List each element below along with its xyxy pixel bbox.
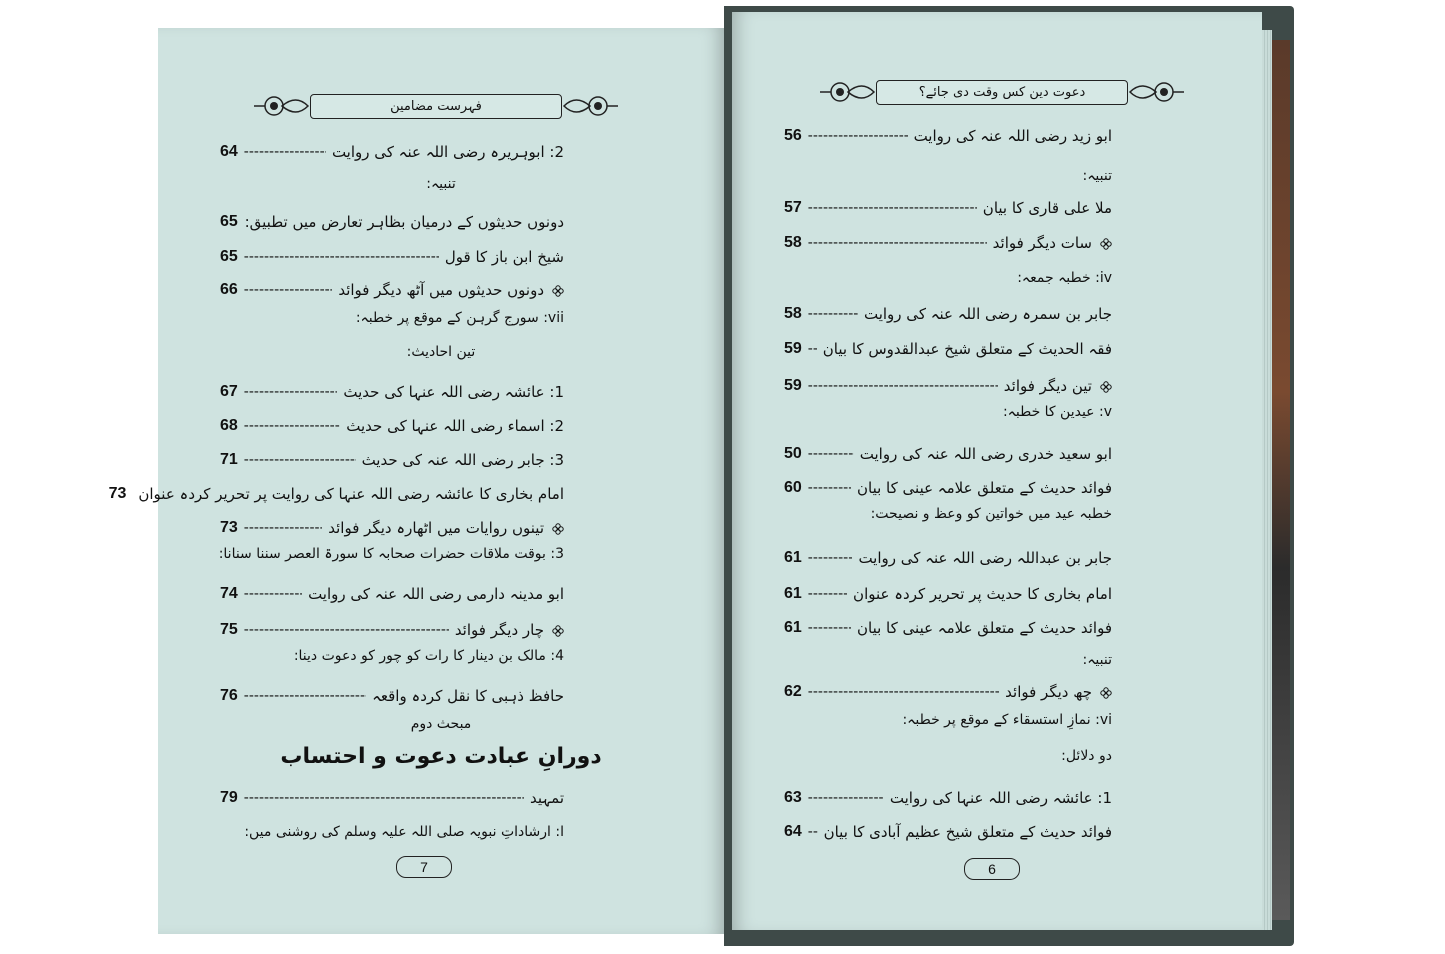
toc-entry-text: جابر بن عبداللہ رضی اللہ عنہ کی روایت — [858, 549, 1112, 567]
leader-dashes — [808, 684, 999, 700]
toc-entry-text: تینوں روایات میں اٹھارہ دیگر فوائد — [328, 519, 544, 537]
toc-heading: 4: مالک بن دینار کا رات کو چور کو دعوت دینا: — [293, 648, 564, 664]
flower-bullet-icon — [1100, 687, 1112, 699]
toc-page-number: 65 — [220, 248, 238, 265]
leader-dashes — [244, 282, 333, 298]
leader-dashes — [808, 620, 851, 636]
toc-entry[interactable] — [784, 474, 1112, 502]
toc-entry[interactable] — [784, 122, 1112, 150]
toc-entry-text: 2: اسماء رضی اللہ عنہا کی حدیث — [346, 417, 564, 435]
toc-heading: تنبیہ: — [1082, 168, 1112, 184]
toc-heading: vi: نمازِ استسقاء کے موقع پر خطبہ: — [902, 712, 1112, 728]
leader-dashes — [244, 249, 439, 265]
toc-entry-text: تین دیگر فوائد — [1003, 377, 1092, 395]
page-header-frame — [246, 90, 626, 122]
flower-bullet-icon — [1100, 381, 1112, 393]
toc-entry-text: ابو زید رضی اللہ عنہ کی روایت — [913, 127, 1112, 145]
toc-entry[interactable] — [784, 194, 1112, 222]
toc-entry-text: 3: جابر رضی اللہ عنہ کی حدیث — [361, 451, 564, 469]
toc-entry[interactable] — [220, 784, 564, 812]
toc-page-number: 50 — [784, 445, 802, 462]
toc-heading: مبحث دوم — [410, 716, 472, 732]
toc-entry[interactable] — [784, 544, 1112, 572]
toc-entry-text: حافظ ذہبی کا نقل کردہ واقعہ — [372, 687, 564, 705]
leader-dashes — [808, 790, 884, 806]
toc-entry[interactable] — [108, 480, 564, 508]
section-title: دورانِ عبادت دعوت و احتساب — [280, 744, 602, 769]
toc-entry[interactable] — [220, 208, 564, 236]
leader-dashes — [808, 306, 858, 322]
toc-page-number: 74 — [220, 585, 238, 602]
flower-bullet-icon — [552, 625, 564, 637]
toc-entry-text: تمہید — [529, 789, 564, 807]
toc-entry[interactable] — [220, 446, 564, 474]
toc-entry[interactable] — [220, 378, 564, 406]
toc-page-number: 73 — [108, 485, 127, 502]
leader-dashes — [808, 446, 854, 462]
toc-page-number: 75 — [220, 621, 238, 638]
leader-dashes — [808, 200, 977, 216]
toc-heading: v: عیدین کا خطبہ: — [1002, 404, 1112, 420]
toc-entry[interactable] — [784, 229, 1112, 257]
toc-page-number: 62 — [784, 683, 802, 700]
toc-heading: iv: خطبہ جمعہ: — [1017, 270, 1112, 286]
toc-page-number: 63 — [784, 789, 802, 806]
toc-entry[interactable] — [784, 300, 1112, 328]
leader-dashes — [244, 384, 338, 400]
page-number-footer — [396, 856, 452, 878]
toc-entry[interactable] — [784, 678, 1112, 706]
toc-entry-text: 1: عائشہ رضی اللہ عنہا کی روایت — [889, 789, 1112, 807]
page-number: 7 — [396, 856, 452, 878]
toc-entry[interactable] — [784, 784, 1112, 812]
leader-dashes — [244, 452, 356, 468]
page-header-frame — [812, 76, 1192, 108]
toc-page-number: 59 — [784, 377, 802, 394]
toc-page-number: 71 — [220, 451, 238, 468]
toc-page-number: 68 — [220, 417, 238, 434]
toc-entry-text: چار دیگر فوائد — [454, 621, 544, 639]
toc-entry-text: فوائد حدیث کے متعلق شیخ عظیم آبادی کا بیان — [823, 823, 1112, 841]
page-header-title: دعوت دین کس وقت دی جائے؟ — [876, 80, 1128, 105]
toc-heading: vii: سورج گرہن کے موقع پر خطبہ: — [355, 310, 564, 326]
toc-page-number: 57 — [784, 199, 802, 216]
toc-entry-text: شیخ ابن باز کا قول — [444, 248, 564, 266]
toc-heading: تین احادیث: — [406, 344, 476, 360]
toc-entry[interactable] — [784, 335, 1112, 363]
toc-entry-text: جابر بن سمرہ رضی اللہ عنہ کی روایت — [863, 305, 1112, 323]
left-page — [108, 28, 724, 934]
ornament-right-icon — [562, 90, 620, 122]
ornament-right-icon — [1128, 76, 1186, 108]
flower-bullet-icon — [552, 523, 564, 535]
toc-entry[interactable] — [220, 243, 564, 271]
toc-page-number: 64 — [220, 143, 238, 160]
leader-dashes — [244, 520, 322, 536]
leader-dashes — [808, 586, 847, 602]
flower-bullet-icon — [552, 285, 564, 297]
toc-entry[interactable] — [784, 580, 1112, 608]
toc-entry[interactable] — [220, 580, 564, 608]
leader-dashes — [808, 480, 851, 496]
toc-page-number: 61 — [784, 585, 802, 602]
flower-bullet-icon — [1100, 238, 1112, 250]
toc-entry-text: ابو مدینہ دارمی رضی اللہ عنہ کی روایت — [308, 585, 564, 603]
leader-dashes — [244, 144, 326, 160]
page-number-footer — [964, 858, 1020, 880]
toc-entry[interactable] — [220, 682, 564, 710]
toc-entry[interactable] — [220, 138, 564, 166]
toc-entry-text: دونوں حدیثوں میں آٹھ دیگر فوائد — [338, 281, 544, 299]
toc-entry-text: چھ دیگر فوائد — [1005, 683, 1092, 701]
toc-entry-text: فقہ الحدیث کے متعلق شیخ عبدالقدوس کا بیان — [822, 340, 1112, 358]
page-header-title: فہرست مضامین — [310, 94, 562, 119]
toc-heading: تنبیہ: — [1082, 652, 1112, 668]
toc-entry-text: فوائد حدیث کے متعلق علامہ عینی کا بیان — [857, 479, 1112, 497]
toc-page-number: 66 — [220, 281, 238, 298]
toc-page-number: 67 — [220, 383, 238, 400]
toc-entry-text: امام بخاری کا حدیث پر تحریر کردہ عنوان — [853, 585, 1112, 603]
toc-heading: تنبیہ: — [426, 176, 456, 192]
toc-page-number: 56 — [784, 127, 802, 144]
leader-dashes — [244, 418, 340, 434]
toc-page-number: 61 — [784, 619, 802, 636]
toc-heading: 3: بوقت ملاقات حضرات صحابہ کا سورۃ العصر سننا سنانا: — [218, 546, 564, 562]
toc-entry-text: ابو سعید خدری رضی اللہ عنہ کی روایت — [859, 445, 1112, 463]
toc-page-number: 58 — [784, 305, 802, 322]
toc-entry[interactable] — [784, 614, 1112, 642]
toc-entry[interactable] — [220, 276, 564, 304]
toc-entry-text: 1: عائشہ رضی اللہ عنہا کی حدیث — [343, 383, 564, 401]
toc-entry[interactable] — [220, 514, 564, 542]
toc-entry[interactable] — [784, 372, 1112, 400]
toc-entry-text: سات دیگر فوائد — [992, 234, 1092, 252]
leader-dashes — [808, 235, 987, 251]
toc-page-number: 76 — [220, 687, 238, 704]
toc-entry-text: فوائد حدیث کے متعلق علامہ عینی کا بیان — [857, 619, 1112, 637]
toc-page-number: 59 — [784, 340, 802, 357]
ornament-left-icon — [818, 76, 876, 108]
toc-heading: دو دلائل: — [1061, 748, 1112, 764]
leader-dashes — [808, 824, 818, 840]
page-number: 6 — [964, 858, 1020, 880]
toc-page-number: 60 — [784, 479, 802, 496]
leader-dashes — [808, 550, 853, 566]
leader-dashes — [808, 341, 817, 357]
leader-dashes — [244, 790, 524, 806]
leader-dashes — [808, 378, 998, 394]
toc-page-number: 65 — [220, 213, 238, 230]
toc-page-number: 73 — [220, 519, 238, 536]
leader-dashes — [808, 128, 908, 144]
toc-page-number: 58 — [784, 234, 802, 251]
toc-entry[interactable] — [784, 440, 1112, 468]
toc-entry[interactable] — [220, 616, 564, 644]
toc-page-number: 79 — [220, 789, 238, 806]
toc-page-number: 64 — [784, 823, 802, 840]
toc-entry[interactable] — [220, 412, 564, 440]
toc-entry-text: 2: ابوہریرہ رضی اللہ عنہ کی روایت — [331, 143, 564, 161]
toc-entry-text: امام بخاری کا عائشہ رضی اللہ عنہا کی روایت پر تحریر کردہ عنوان — [138, 485, 564, 503]
toc-heading: ا: ارشاداتِ نبویہ صلی اللہ علیہ وسلم کی روشنی میں: — [244, 824, 564, 840]
toc-entry-text: ملا علی قاری کا بیان — [982, 199, 1112, 217]
leader-dashes — [244, 586, 302, 602]
leader-dashes — [244, 622, 449, 638]
leader-dashes — [244, 688, 366, 704]
ornament-left-icon — [252, 90, 310, 122]
toc-heading: خطبہ عید میں خواتین کو وعظ و نصیحت: — [870, 506, 1112, 522]
toc-entry[interactable] — [784, 818, 1112, 846]
right-page — [732, 12, 1262, 930]
toc-entry-text: دونوں حدیثوں کے درمیان بظاہر تعارض میں تطبیق: — [244, 213, 564, 231]
toc-page-number: 61 — [784, 549, 802, 566]
